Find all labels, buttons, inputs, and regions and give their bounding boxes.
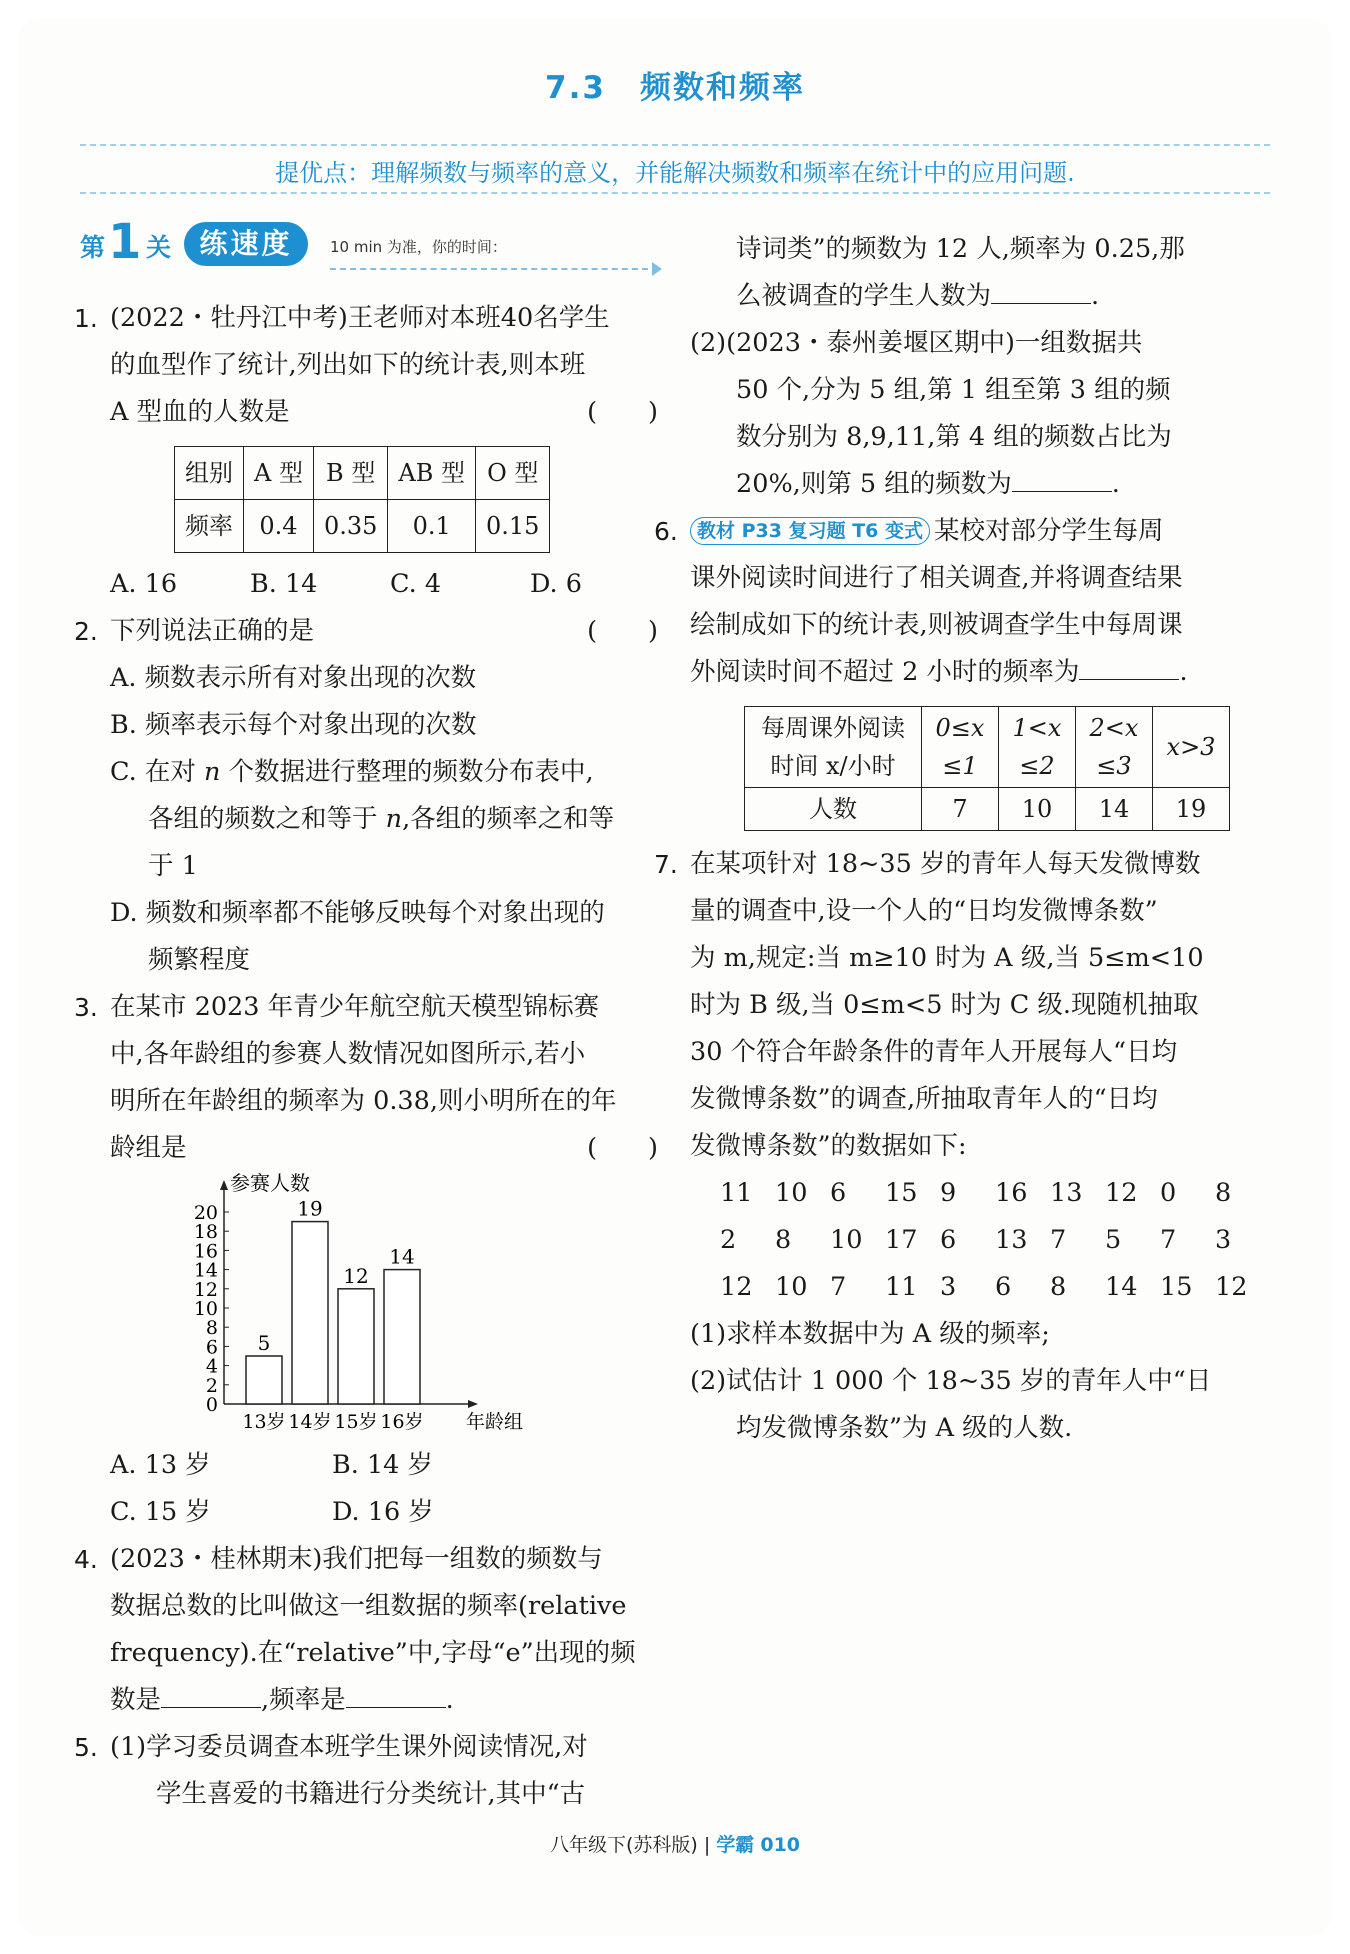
question-text: 发微博条数”的调查,所抽取青年人的“日均: [690, 1084, 1158, 1114]
question-number: 3.: [74, 993, 98, 1022]
table-cell: AB 型: [388, 447, 476, 500]
textbook-tag: 教材 P33 复习题 T6 变式: [690, 517, 930, 545]
question-2: [74, 608, 664, 655]
y-tick-label: 10: [194, 1298, 218, 1320]
table-cell: O 型: [476, 447, 550, 500]
option-text: C. 在对: [110, 757, 196, 787]
category-label: 13岁: [242, 1411, 286, 1433]
table-row: [745, 707, 1230, 788]
answer-blank[interactable]: [1079, 649, 1179, 680]
data-value: 10: [830, 1225, 863, 1255]
data-value: 10: [775, 1272, 808, 1302]
option-text: ,各组的频率之和等: [402, 804, 615, 834]
level-header: [80, 214, 660, 278]
level-badge: 练速度: [184, 222, 308, 266]
cell-text: 每周课外阅读: [761, 714, 905, 742]
question-text: 20%,则第 5 组的频数为 .: [690, 461, 1280, 508]
option-c-cont: 于 1: [148, 851, 198, 881]
table-cell: [745, 707, 922, 788]
data-value: 6: [940, 1225, 957, 1255]
question-text: [110, 608, 664, 655]
data-value: 6: [995, 1272, 1012, 1302]
question-text: 数是: [110, 1685, 162, 1715]
question-text: [110, 389, 664, 436]
data-value: 7: [1160, 1225, 1177, 1255]
bar-chart-svg: [194, 1172, 614, 1442]
question-text: 20%,则第 5 组的频数为: [736, 469, 1012, 499]
option-d[interactable]: D. 16 岁: [332, 1497, 434, 1527]
data-value: 8: [1215, 1178, 1232, 1208]
answer-paren: ( ): [587, 1133, 658, 1163]
question-5: [74, 1724, 664, 1818]
y-axis-label: 参赛人数: [230, 1172, 310, 1195]
section-number: 7.3: [545, 70, 606, 106]
data-label: 19: [297, 1196, 323, 1221]
q7-sub2-cont: 均发微博条数”为 A 级的人数.: [736, 1413, 1073, 1443]
question-text: 课外阅读时间进行了相关调查,并将调查结果: [690, 563, 1183, 593]
data-value: 16: [995, 1178, 1028, 1208]
question-text-tail: A 型血的人数是: [110, 397, 290, 427]
q5-part2: [690, 320, 1280, 508]
table-cell: [999, 707, 1076, 788]
level-suffix: 关: [146, 233, 172, 262]
option-c[interactable]: C. 15 岁: [110, 1497, 211, 1527]
data-label: 12: [343, 1263, 369, 1288]
tip-bar: [80, 144, 1270, 194]
data-label: 5: [257, 1331, 271, 1355]
question-6: [654, 508, 1280, 696]
data-value: 3: [940, 1272, 957, 1302]
table-row: [175, 500, 550, 553]
data-value: 11: [720, 1178, 753, 1208]
data-value: 12: [1215, 1272, 1248, 1302]
table-cell: 0.1: [388, 500, 476, 553]
question-number: 2.: [74, 617, 98, 646]
data-value: 6: [830, 1178, 847, 1208]
question-text: .: [445, 1685, 454, 1715]
data-value: 3: [1215, 1225, 1232, 1255]
table-cell: 19: [1153, 788, 1230, 831]
y-tick-label: 4: [205, 1355, 218, 1378]
table-row: [745, 788, 1230, 831]
question-text: 数分别为 8,9,11,第 4 组的频数占比为: [736, 422, 1172, 452]
question-text: 量的调查中,设一个人的“日均发微博条数”: [690, 896, 1158, 926]
question-text: (2)(2023・泰州姜堰区期中)一组数据共: [690, 328, 1143, 358]
y-tick-label: 14: [194, 1259, 218, 1282]
q7-sub2: (2)试估计 1 000 个 18~35 岁的青年人中“日: [690, 1366, 1212, 1396]
table-cell: 组别: [175, 447, 244, 500]
question-text: [110, 1677, 664, 1724]
data-value: 11: [885, 1272, 918, 1302]
bar-chart: [194, 1172, 614, 1442]
question-text: 数据总数的比叫做这一组数据的频率(relative: [110, 1591, 627, 1621]
option-b[interactable]: B. 频率表示每个对象出现的次数: [110, 710, 477, 740]
q3-options-row1: [74, 1442, 664, 1489]
question-number: 5.: [74, 1733, 98, 1762]
answer-blank[interactable]: [991, 273, 1091, 304]
footer-grade: 八年级下(苏科版): [549, 1834, 698, 1856]
option-b[interactable]: B. 14: [250, 569, 318, 599]
left-column: [74, 295, 664, 1818]
data-row: [720, 1264, 1280, 1311]
data-value: 7: [1050, 1225, 1067, 1255]
question-text: frequency).在“relative”中,字母“e”出现的频: [110, 1638, 636, 1668]
question-text: 外阅读时间不超过 2 小时的频率为: [690, 657, 1080, 687]
x-axis-arrow-icon: [468, 1400, 478, 1408]
category-label: 14岁: [288, 1411, 332, 1433]
answer-blank[interactable]: [161, 1677, 261, 1708]
data-value: 12: [720, 1272, 753, 1302]
y-tick-label: 0: [205, 1394, 218, 1416]
data-label: 14: [389, 1244, 415, 1269]
category-label: 15岁: [334, 1411, 378, 1433]
question-text: 50 个,分为 5 组,第 1 组至第 3 组的频: [736, 375, 1171, 405]
table-row: [175, 447, 550, 500]
question-text: (2022・牡丹江中考)王老师对本班40名学生: [110, 303, 610, 333]
tip-text: 提优点：理解频数与频率的意义，并能解决频数和频率在统计中的应用问题.: [275, 159, 1075, 187]
question-text: 中,各年龄组的参赛人数情况如图所示,若小: [110, 1039, 586, 1069]
answer-blank[interactable]: [1012, 461, 1112, 492]
x-axis-label: 年龄组: [466, 1411, 524, 1433]
question-1: [74, 295, 664, 436]
data-value: 14: [1105, 1272, 1138, 1302]
table-cell: 0.35: [313, 500, 387, 553]
cell-text: ≤3: [1096, 752, 1132, 780]
var-n: n: [385, 804, 403, 834]
bar: [384, 1270, 420, 1404]
footer-sep: |: [703, 1834, 711, 1856]
option-a[interactable]: A. 16: [110, 569, 178, 599]
y-tick-label: 16: [194, 1240, 218, 1263]
level-number: 1: [108, 214, 142, 270]
question-3: [74, 984, 664, 1172]
table-cell: [922, 707, 999, 788]
question-text: 诗词类”的频数为 12 人,频率为 0.25,那: [736, 234, 1185, 264]
var-n: n: [203, 757, 221, 787]
question-number: 4.: [74, 1545, 98, 1574]
table-cell: x>3: [1153, 707, 1230, 788]
footer-page-number: 010: [760, 1834, 801, 1856]
question-text: (1)学习委员调查本班学生课外阅读情况,对: [110, 1732, 588, 1762]
q3-options-row2: [74, 1489, 664, 1536]
data-value: 13: [1050, 1178, 1083, 1208]
question-text: 在某市 2023 年青少年航空航天模型锦标赛: [110, 992, 600, 1022]
data-value: 12: [1105, 1178, 1138, 1208]
page-title: [0, 62, 1350, 107]
reading-time-table: [744, 706, 1230, 831]
option-c-cont: [74, 796, 664, 843]
question-text: 时为 B 级,当 0≤m<5 时为 C 级.现随机抽取: [690, 990, 1199, 1020]
page-footer: [0, 1830, 1350, 1857]
table-cell: 14: [1076, 788, 1153, 831]
table-cell: 频率: [175, 500, 244, 553]
question-text: 明所在年龄组的频率为 0.38,则小明所在的年: [110, 1086, 617, 1116]
cell-text: 2<x: [1089, 714, 1139, 742]
question-text: 发微博条数”的数据如下:: [690, 1131, 967, 1161]
footer-brand: 学霸: [716, 1834, 755, 1856]
table-cell: [1076, 707, 1153, 788]
data-value: 8: [1050, 1272, 1067, 1302]
question-text-tail: 龄组是: [110, 1133, 187, 1163]
table-cell: 7: [922, 788, 999, 831]
cell-text: ≤1: [942, 752, 978, 780]
y-tick-label: 6: [205, 1336, 218, 1359]
data-grid: [690, 1170, 1280, 1311]
cell-text: 时间 x/小时: [770, 752, 896, 780]
y-tick-label: 8: [205, 1317, 218, 1340]
q5-part1-cont: [690, 226, 1280, 320]
data-value: 8: [775, 1225, 792, 1255]
table-cell: 人数: [745, 788, 922, 831]
option-d[interactable]: D. 6: [530, 569, 582, 599]
y-axis-arrow-icon: [220, 1180, 228, 1190]
cell-text: 1<x: [1012, 714, 1062, 742]
data-row: [720, 1170, 1280, 1217]
level-prefix: 第: [80, 233, 106, 262]
data-row: [720, 1217, 1280, 1264]
time-note: 10 min 为准，你的时间：: [330, 238, 507, 256]
question-text: 某校对部分学生每周: [934, 516, 1164, 546]
option-a[interactable]: A. 13 岁: [110, 1450, 211, 1480]
question-4: [74, 1536, 664, 1724]
question-text: 学生喜爱的书籍进行分类统计,其中“古: [156, 1779, 586, 1809]
question-text: [690, 508, 1280, 555]
option-c[interactable]: C. 4: [390, 569, 442, 599]
table-cell: 0.15: [476, 500, 550, 553]
q1-options: [74, 561, 664, 608]
table-cell: 10: [999, 788, 1076, 831]
option-text: 各组的频数之和等于: [148, 804, 378, 834]
data-value: 13: [995, 1225, 1028, 1255]
y-tick-label: 18: [194, 1221, 218, 1244]
section-title: 频数和频率: [639, 70, 805, 106]
question-number: 7.: [654, 850, 678, 879]
answer-blank[interactable]: [346, 1677, 446, 1708]
data-value: 17: [885, 1225, 918, 1255]
question-text: 为 m,规定:当 m≥10 时为 A 级,当 5≤m<10: [690, 943, 1204, 973]
bar: [292, 1222, 328, 1404]
option-d-cont: 频繁程度: [148, 945, 251, 975]
question-text: 么被调查的学生人数为: [736, 281, 992, 311]
question-text: 在某项针对 18~35 岁的青年人每天发微博数: [690, 849, 1201, 879]
data-value: 10: [775, 1178, 808, 1208]
table-cell: 0.4: [244, 500, 314, 553]
answer-paren: ( ): [587, 616, 658, 646]
option-d[interactable]: D. 频数和频率都不能够反映每个对象出现的: [110, 898, 605, 928]
arrow-line: [330, 268, 658, 270]
y-tick-label: 12: [194, 1278, 218, 1301]
table-cell: B 型: [313, 447, 387, 500]
data-value: 2: [720, 1225, 737, 1255]
question-text: 么被调查的学生人数为 .: [736, 273, 1280, 320]
option-text: 个数据进行整理的频数分布表中,: [220, 757, 594, 787]
question-text: 的血型作了统计,列出如下的统计表,则本班: [110, 350, 586, 380]
blood-type-table: [174, 446, 550, 553]
option-b[interactable]: B. 14 岁: [332, 1450, 434, 1480]
question-7: [654, 841, 1280, 1170]
data-value: 9: [940, 1178, 957, 1208]
y-tick-label: 2: [205, 1374, 218, 1397]
data-value: 15: [885, 1178, 918, 1208]
bar: [246, 1356, 282, 1404]
cell-text: ≤2: [1019, 752, 1055, 780]
bar: [338, 1289, 374, 1404]
q7-sub1: (1)求样本数据中为 A 级的频率;: [690, 1319, 1050, 1349]
question-text: 30 个符合年龄条件的青年人开展每人“日均: [690, 1037, 1178, 1067]
right-column: [654, 226, 1280, 1452]
question-text: 绘制成如下的统计表,则被调查学生中每周课: [690, 610, 1183, 640]
category-label: 16岁: [380, 1411, 424, 1433]
question-text: [110, 1125, 664, 1172]
data-value: 15: [1160, 1272, 1193, 1302]
data-value: 7: [830, 1272, 847, 1302]
question-text: 外阅读时间不超过 2 小时的频率为 .: [690, 649, 1280, 696]
data-value: 0: [1160, 1178, 1177, 1208]
data-value: 5: [1105, 1225, 1122, 1255]
question-text-main: 下列说法正确的是: [110, 616, 315, 646]
arrow-right-icon: [652, 262, 662, 276]
option-a[interactable]: A. 频数表示所有对象出现的次数: [110, 663, 477, 693]
question-number: 6.: [654, 517, 678, 546]
cell-text: 0≤x: [935, 714, 985, 742]
answer-paren: ( ): [587, 397, 658, 427]
question-text: ,频率是: [261, 1685, 346, 1715]
table-cell: A 型: [244, 447, 314, 500]
option-c[interactable]: [74, 749, 664, 796]
question-text: (2023・桂林期末)我们把每一组数的频数与: [110, 1544, 603, 1574]
y-tick-label: 20: [194, 1202, 218, 1224]
question-number: 1.: [74, 304, 98, 333]
